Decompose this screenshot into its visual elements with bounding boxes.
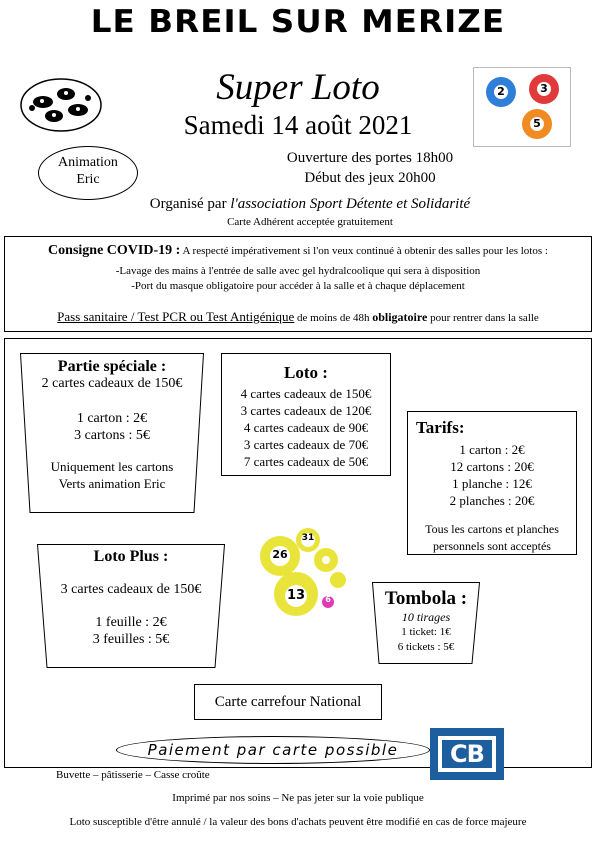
cancellation-notice: Loto susceptible d'être annulé / la valeur des bons d'achats peuvent être modifié en cas de force majeure <box>69 816 527 828</box>
ball-number: 26 <box>272 548 288 561</box>
ball-number: 13 <box>286 588 306 603</box>
tombola-draws: 10 tirages <box>401 610 451 624</box>
game-start-time: Début des jeux 20h00 <box>304 170 436 186</box>
tarifs-note: Tous les cartons et planches <box>425 522 559 536</box>
partie-speciale-note: Uniquement les cartons <box>50 459 174 474</box>
ball-number: 6 <box>325 595 331 604</box>
doors-open-time: Ouverture des portes 18h00 <box>286 150 454 166</box>
tombola-price: 6 tickets : 5€ <box>397 641 455 653</box>
tarif-line: 12 cartons : 20€ <box>450 459 534 474</box>
tombola-card <box>372 588 480 655</box>
price-line: 1 carton : 2€ <box>76 411 148 426</box>
loto-card <box>221 353 391 476</box>
schedule <box>210 148 530 188</box>
refreshments-note: Buvette – pâtisserie – Casse croûte <box>56 769 210 781</box>
animation-host: Eric <box>76 172 100 187</box>
carrefour-card-notice: Carte carrefour National <box>194 684 382 720</box>
cb-logo-text: CB <box>450 740 484 768</box>
ball-number: 3 <box>540 82 548 95</box>
loto-title: Loto : <box>284 363 328 382</box>
health-pass-line: Pass sanitaire / Test PCR ou Test Antigénique de moins de 48h obligatoire pour rentrer dans la salle <box>57 309 539 324</box>
covid-rule: -Lavage des mains à l'entrée de salle avec gel hydralcoolique qui sera à disposition <box>115 265 481 277</box>
covid-heading: Consigne COVID-19 : <box>48 243 181 258</box>
loto-plus-prize: 3 cartes cadeaux de 150€ <box>60 582 202 597</box>
organizer-prefix: Organisé par <box>149 196 227 212</box>
event-subtitle: Super Loto <box>216 67 380 108</box>
cb-card-logo-icon <box>430 728 504 780</box>
price-line: 3 cartons : 5€ <box>74 428 150 443</box>
event-date: Samedi 14 août 2021 <box>183 110 413 140</box>
covid-intro: A respecté impérativement si l'on veux continué à obtenir des salles pour les lotos : <box>182 245 548 257</box>
partie-speciale-prize: 2 cartes cadeaux de 150€ <box>41 376 183 391</box>
loto-prize: 4 cartes cadeaux de 150€ <box>240 386 372 401</box>
ball-number: 31 <box>301 533 315 543</box>
loto-prize: 4 cartes cadeaux de 90€ <box>243 420 369 435</box>
association-logo-icon <box>18 76 104 134</box>
price-line: 3 feuilles : 5€ <box>92 632 170 647</box>
health-pass-requirement: Pass sanitaire / Test PCR ou Test Antigénique <box>57 309 295 324</box>
tarif-line: 2 planches : 20€ <box>449 493 535 508</box>
animation-label: Animation <box>58 155 118 170</box>
event-title: LE BREIL SUR MERIZE <box>90 4 506 40</box>
covid-rule: -Port du masque obligatoire pour accéder à la salle et à chaque déplacement <box>131 280 465 292</box>
loto-prize: 3 cartes cadeaux de 70€ <box>243 437 369 452</box>
ball-number: 2 <box>497 85 505 98</box>
covid-section <box>4 236 592 332</box>
partie-speciale-card <box>20 358 204 492</box>
price-line: 1 feuille : 2€ <box>95 615 167 630</box>
animation-badge <box>38 146 138 200</box>
lottery-balls-image <box>473 67 571 147</box>
tarifs-title: Tarifs: <box>416 418 465 437</box>
tombola-title: Tombola : <box>384 588 468 609</box>
loto-plus-title: Loto Plus : <box>93 548 169 565</box>
organizer-name: l'association Sport Détente et Solidarité <box>230 196 471 212</box>
tarif-line: 1 carton : 2€ <box>459 442 525 457</box>
member-card-note: Carte Adhérent acceptée gratuitement <box>227 216 393 228</box>
tarifs-card <box>407 411 577 555</box>
partie-speciale-note: Verts animation Eric <box>58 476 166 491</box>
loto-prize: 3 cartes cadeaux de 120€ <box>240 403 372 418</box>
tarifs-note: personnels sont acceptés <box>433 539 551 553</box>
covid-heading-line <box>7 243 589 259</box>
organizer-line <box>60 196 560 213</box>
partie-speciale-title: Partie spéciale : <box>57 358 167 375</box>
card-payment-notice: Paiement par carte possible <box>116 736 430 764</box>
loto-prize: 7 cartes cadeaux de 50€ <box>243 454 369 469</box>
printed-notice: Imprimé par nos soins – Ne pas jeter sur la voie publique <box>172 792 424 804</box>
tarif-line: 1 planche : 12€ <box>452 476 532 491</box>
ball-number: 5 <box>533 117 541 130</box>
loto-plus-card <box>37 548 225 648</box>
tombola-price: 1 ticket: 1€ <box>401 626 451 638</box>
